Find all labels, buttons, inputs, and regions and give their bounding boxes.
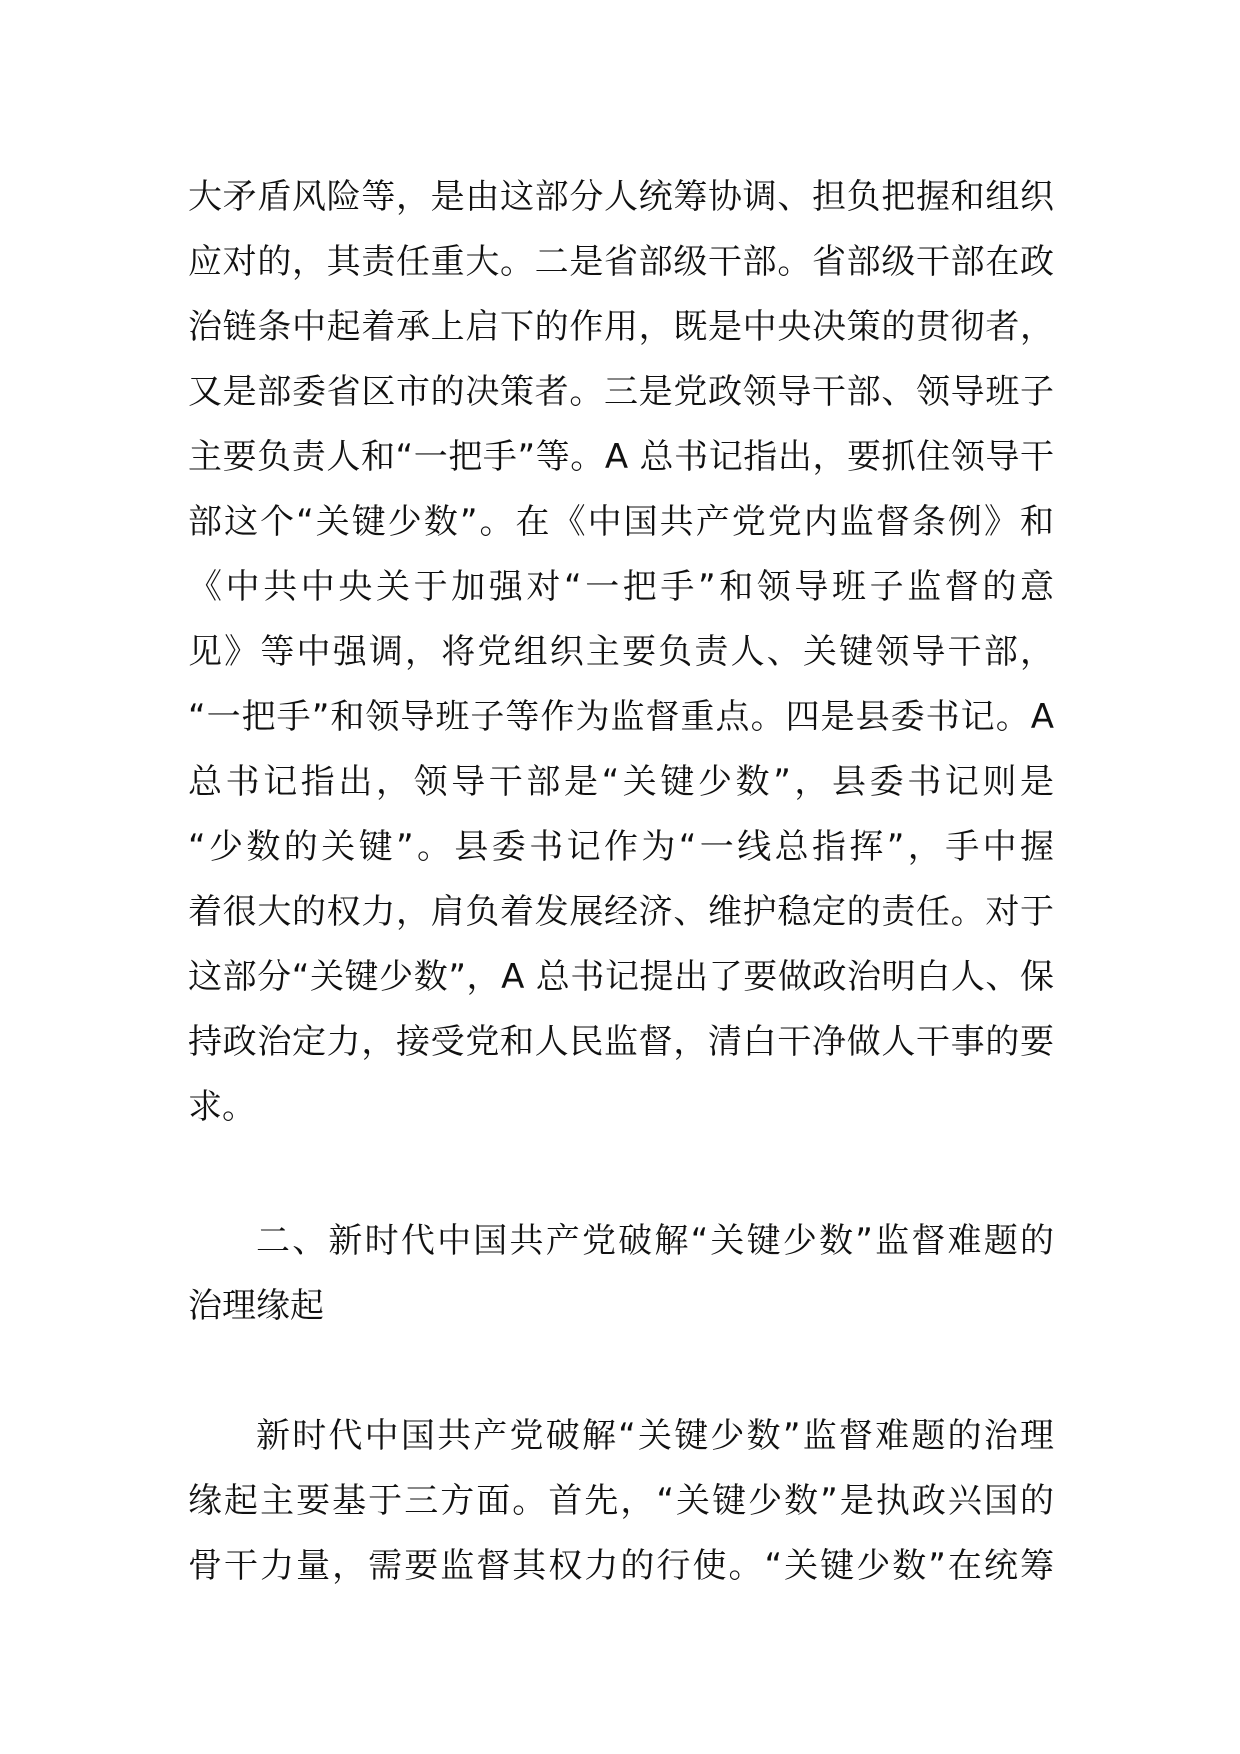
- text-line: “一把手”和领导班子等作为监督重点。四是县委书记。A: [188, 697, 1054, 737]
- heading-line: 治理缘起: [188, 1286, 324, 1326]
- text-line: 治链条中起着承上启下的作用，既是中央决策的贯彻者，: [188, 307, 1054, 347]
- heading-line: 二、新时代中国共产党破解“关键少数”监督难题的: [256, 1221, 1054, 1261]
- text-line: 持政治定力，接受党和人民监督，清白干净做人干事的要: [188, 1022, 1054, 1062]
- text-line: 着很大的权力，肩负着发展经济、维护稳定的责任。对于: [188, 892, 1054, 932]
- text-line: 新时代中国共产党破解“关键少数”监督难题的治理: [256, 1416, 1054, 1456]
- section-heading: [188, 1209, 1054, 1339]
- body-paragraph-continued: [188, 165, 1054, 1140]
- text-line: 总书记指出，领导干部是“关键少数”，县委书记则是: [188, 762, 1054, 802]
- text-line: “少数的关键”。县委书记作为“一线总指挥”，手中握: [188, 827, 1054, 867]
- text-line: 这部分“关键少数”，A 总书记提出了要做政治明白人、保: [188, 957, 1054, 997]
- text-line: 求。: [188, 1087, 256, 1127]
- body-paragraph-origin: [188, 1404, 1054, 1599]
- text-line: 应对的，其责任重大。二是省部级干部。省部级干部在政: [188, 242, 1054, 282]
- text-line: 又是部委省区市的决策者。三是党政领导干部、领导班子: [188, 372, 1054, 412]
- text-line: 《中共中央关于加强对“一把手”和领导班子监督的意: [188, 567, 1054, 607]
- text-line: 部这个“关键少数”。在《中国共产党党内监督条例》和: [188, 502, 1054, 542]
- text-line: 大矛盾风险等，是由这部分人统筹协调、担负把握和组织: [188, 177, 1054, 217]
- text-line: 主要负责人和“一把手”等。A 总书记指出，要抓住领导干: [188, 437, 1054, 477]
- text-line: 骨干力量，需要监督其权力的行使。“关键少数”在统筹: [188, 1546, 1054, 1586]
- text-line: 缘起主要基于三方面。首先，“关键少数”是执政兴国的: [188, 1481, 1054, 1521]
- text-line: 见》等中强调，将党组织主要负责人、关键领导干部，: [188, 632, 1054, 672]
